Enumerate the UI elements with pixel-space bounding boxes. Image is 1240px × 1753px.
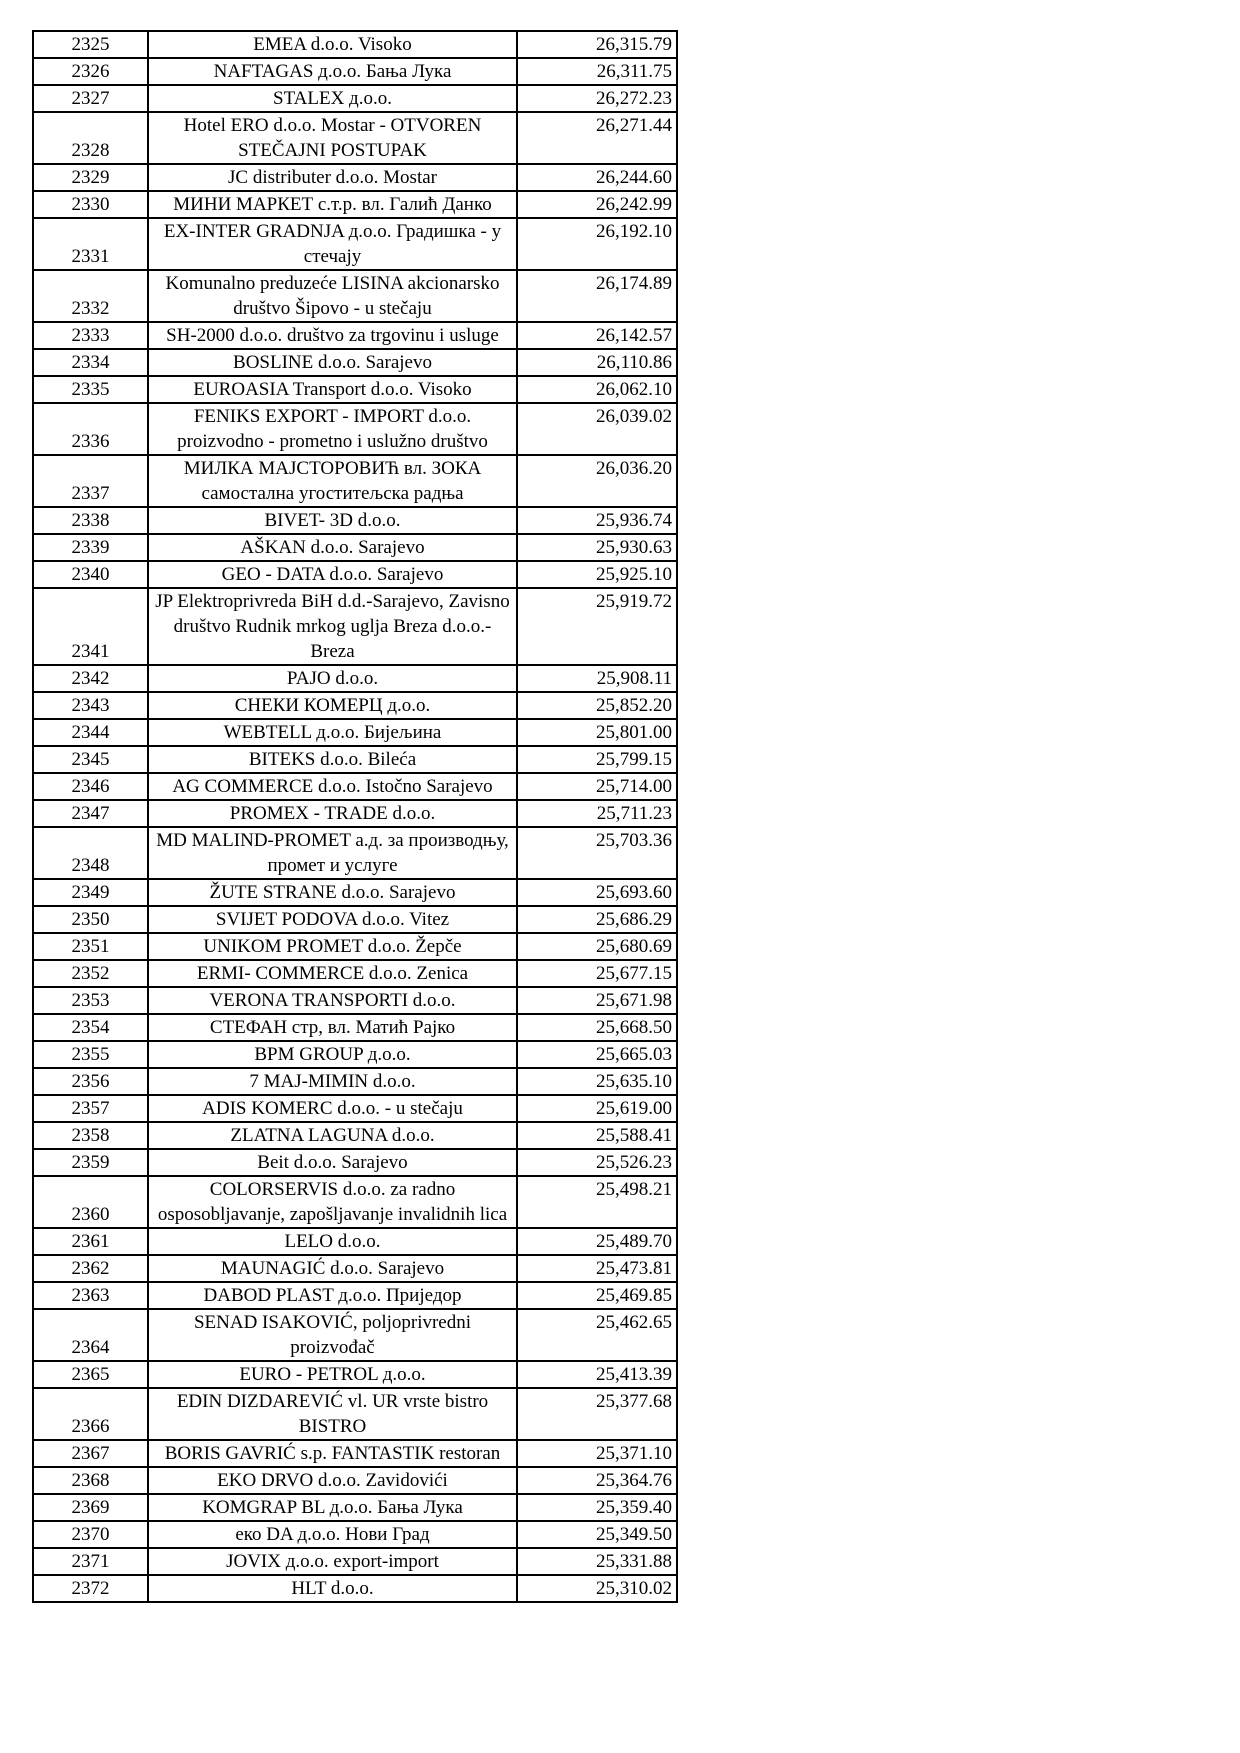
table-row bbox=[33, 376, 677, 403]
row-number: 2363 bbox=[33, 1282, 148, 1309]
amount: 25,349.50 bbox=[517, 1521, 677, 1548]
amount: 25,714.00 bbox=[517, 773, 677, 800]
row-number: 2356 bbox=[33, 1068, 148, 1095]
table-row bbox=[33, 1176, 677, 1228]
table-row bbox=[33, 1095, 677, 1122]
table-row bbox=[33, 719, 677, 746]
amount: 25,469.85 bbox=[517, 1282, 677, 1309]
table-row bbox=[33, 58, 677, 85]
amount: 25,364.76 bbox=[517, 1467, 677, 1494]
company-name: SVIJET PODOVA d.o.o. Vitez bbox=[148, 906, 517, 933]
row-number: 2354 bbox=[33, 1014, 148, 1041]
amount: 26,315.79 bbox=[517, 31, 677, 58]
amount: 25,526.23 bbox=[517, 1149, 677, 1176]
company-name: СНЕКИ КОМЕРЦ д.о.о. bbox=[148, 692, 517, 719]
table-row bbox=[33, 322, 677, 349]
company-name: JOVIX д.о.о. export-import bbox=[148, 1548, 517, 1575]
row-number: 2360 bbox=[33, 1176, 148, 1228]
row-number: 2359 bbox=[33, 1149, 148, 1176]
company-name: BORIS GAVRIĆ s.p. FANTASTIK restoran bbox=[148, 1440, 517, 1467]
table-row bbox=[33, 1068, 677, 1095]
amount: 25,686.29 bbox=[517, 906, 677, 933]
row-number: 2335 bbox=[33, 376, 148, 403]
amount: 26,271.44 bbox=[517, 112, 677, 164]
row-number: 2347 bbox=[33, 800, 148, 827]
company-name: VERONA TRANSPORTI d.o.o. bbox=[148, 987, 517, 1014]
company-name: HLT d.o.o. bbox=[148, 1575, 517, 1602]
amount: 25,619.00 bbox=[517, 1095, 677, 1122]
company-name: Komunalno preduzeće LISINA akcionarsko društvo Šipovo - u stečaju bbox=[148, 270, 517, 322]
row-number: 2332 bbox=[33, 270, 148, 322]
table-row bbox=[33, 455, 677, 507]
table-row bbox=[33, 1255, 677, 1282]
table-row bbox=[33, 1149, 677, 1176]
company-name: KOMGRAP BL д.о.о. Бања Лука bbox=[148, 1494, 517, 1521]
company-name: SH-2000 d.o.o. društvo za trgovinu i usluge bbox=[148, 322, 517, 349]
company-name: PROMEX - TRADE d.o.o. bbox=[148, 800, 517, 827]
row-number: 2333 bbox=[33, 322, 148, 349]
company-name: BOSLINE d.o.o. Sarajevo bbox=[148, 349, 517, 376]
row-number: 2334 bbox=[33, 349, 148, 376]
amount: 25,801.00 bbox=[517, 719, 677, 746]
company-name: МИНИ МАРКЕТ с.т.р. вл. Галић Данко bbox=[148, 191, 517, 218]
amount: 25,677.15 bbox=[517, 960, 677, 987]
company-name: BPM GROUP д.о.о. bbox=[148, 1041, 517, 1068]
amount: 25,498.21 bbox=[517, 1176, 677, 1228]
amount: 26,242.99 bbox=[517, 191, 677, 218]
amount: 25,462.65 bbox=[517, 1309, 677, 1361]
amount: 25,919.72 bbox=[517, 588, 677, 665]
row-number: 2355 bbox=[33, 1041, 148, 1068]
row-number: 2327 bbox=[33, 85, 148, 112]
debtor-table bbox=[32, 30, 678, 1603]
company-name: BITEKS d.o.o. Bileća bbox=[148, 746, 517, 773]
table-row bbox=[33, 879, 677, 906]
company-name: EX-INTER GRADNJA д.о.о. Градишка - у стечају bbox=[148, 218, 517, 270]
table-row bbox=[33, 1548, 677, 1575]
company-name: еко DA д.о.о. Нови Град bbox=[148, 1521, 517, 1548]
amount: 25,925.10 bbox=[517, 561, 677, 588]
amount: 25,930.63 bbox=[517, 534, 677, 561]
row-number: 2330 bbox=[33, 191, 148, 218]
table-row bbox=[33, 827, 677, 879]
table-row bbox=[33, 906, 677, 933]
table-row bbox=[33, 534, 677, 561]
row-number: 2346 bbox=[33, 773, 148, 800]
row-number: 2365 bbox=[33, 1361, 148, 1388]
table-body bbox=[33, 31, 677, 1602]
company-name: BIVET- 3D d.o.o. bbox=[148, 507, 517, 534]
amount: 25,665.03 bbox=[517, 1041, 677, 1068]
company-name: EDIN DIZDAREVIĆ vl. UR vrste bistro BISTRO bbox=[148, 1388, 517, 1440]
table-row bbox=[33, 960, 677, 987]
amount: 25,413.39 bbox=[517, 1361, 677, 1388]
amount: 25,936.74 bbox=[517, 507, 677, 534]
table-row bbox=[33, 1494, 677, 1521]
company-name: ŽUTE STRANE d.o.o. Sarajevo bbox=[148, 879, 517, 906]
table-row bbox=[33, 1361, 677, 1388]
table-row bbox=[33, 31, 677, 58]
company-name: WEBTELL д.о.о. Бијељина bbox=[148, 719, 517, 746]
table-row bbox=[33, 800, 677, 827]
amount: 26,036.20 bbox=[517, 455, 677, 507]
table-row bbox=[33, 1014, 677, 1041]
company-name: EURO - PETROL д.о.о. bbox=[148, 1361, 517, 1388]
company-name: SENAD ISAKOVIĆ, poljoprivredni proizvođač bbox=[148, 1309, 517, 1361]
company-name: PAJO d.o.o. bbox=[148, 665, 517, 692]
row-number: 2367 bbox=[33, 1440, 148, 1467]
row-number: 2369 bbox=[33, 1494, 148, 1521]
company-name: Hotel ERO d.o.o. Mostar - OTVOREN STEČAJNI POSTUPAK bbox=[148, 112, 517, 164]
company-name: ERMI- COMMERCE d.o.o. Zenica bbox=[148, 960, 517, 987]
table-row bbox=[33, 746, 677, 773]
row-number: 2336 bbox=[33, 403, 148, 455]
row-number: 2325 bbox=[33, 31, 148, 58]
company-name: СТЕФАН стр, вл. Матић Рајко bbox=[148, 1014, 517, 1041]
amount: 26,110.86 bbox=[517, 349, 677, 376]
row-number: 2348 bbox=[33, 827, 148, 879]
company-name: Beit d.o.o. Sarajevo bbox=[148, 1149, 517, 1176]
row-number: 2337 bbox=[33, 455, 148, 507]
amount: 26,311.75 bbox=[517, 58, 677, 85]
table-row bbox=[33, 218, 677, 270]
table-row bbox=[33, 1309, 677, 1361]
row-number: 2350 bbox=[33, 906, 148, 933]
table-row bbox=[33, 1282, 677, 1309]
amount: 25,799.15 bbox=[517, 746, 677, 773]
amount: 25,377.68 bbox=[517, 1388, 677, 1440]
company-name: STALEX д.о.о. bbox=[148, 85, 517, 112]
company-name: LELO d.o.o. bbox=[148, 1228, 517, 1255]
table-row bbox=[33, 773, 677, 800]
amount: 25,489.70 bbox=[517, 1228, 677, 1255]
company-name: AG COMMERCE d.o.o. Istočno Sarajevo bbox=[148, 773, 517, 800]
amount: 26,174.89 bbox=[517, 270, 677, 322]
table-row bbox=[33, 507, 677, 534]
amount: 25,635.10 bbox=[517, 1068, 677, 1095]
table-row bbox=[33, 692, 677, 719]
amount: 25,852.20 bbox=[517, 692, 677, 719]
amount: 26,272.23 bbox=[517, 85, 677, 112]
company-name: EMEA d.o.o. Visoko bbox=[148, 31, 517, 58]
amount: 26,062.10 bbox=[517, 376, 677, 403]
company-name: AŠKAN d.o.o. Sarajevo bbox=[148, 534, 517, 561]
amount: 26,039.02 bbox=[517, 403, 677, 455]
row-number: 2343 bbox=[33, 692, 148, 719]
table-row bbox=[33, 112, 677, 164]
table-row bbox=[33, 1440, 677, 1467]
table-row bbox=[33, 1122, 677, 1149]
company-name: GEO - DATA d.o.o. Sarajevo bbox=[148, 561, 517, 588]
table-row bbox=[33, 270, 677, 322]
row-number: 2364 bbox=[33, 1309, 148, 1361]
amount: 25,908.11 bbox=[517, 665, 677, 692]
row-number: 2349 bbox=[33, 879, 148, 906]
row-number: 2372 bbox=[33, 1575, 148, 1602]
row-number: 2368 bbox=[33, 1467, 148, 1494]
row-number: 2361 bbox=[33, 1228, 148, 1255]
amount: 25,331.88 bbox=[517, 1548, 677, 1575]
amount: 25,693.60 bbox=[517, 879, 677, 906]
row-number: 2351 bbox=[33, 933, 148, 960]
amount: 25,588.41 bbox=[517, 1122, 677, 1149]
table-row bbox=[33, 1575, 677, 1602]
company-name: MAUNAGIĆ d.o.o. Sarajevo bbox=[148, 1255, 517, 1282]
row-number: 2362 bbox=[33, 1255, 148, 1282]
row-number: 2352 bbox=[33, 960, 148, 987]
table-row bbox=[33, 164, 677, 191]
company-name: ZLATNA LAGUNA d.o.o. bbox=[148, 1122, 517, 1149]
table-row bbox=[33, 588, 677, 665]
company-name: 7 MAJ-MIMIN d.o.o. bbox=[148, 1068, 517, 1095]
amount: 25,703.36 bbox=[517, 827, 677, 879]
row-number: 2328 bbox=[33, 112, 148, 164]
company-name: ADIS KOMERC d.o.o. - u stečaju bbox=[148, 1095, 517, 1122]
row-number: 2339 bbox=[33, 534, 148, 561]
row-number: 2358 bbox=[33, 1122, 148, 1149]
row-number: 2353 bbox=[33, 987, 148, 1014]
company-name: МИЛКА МАЈСТОРОВИЋ вл. ЗОКА самостална угоститељска радња bbox=[148, 455, 517, 507]
table-row bbox=[33, 1388, 677, 1440]
row-number: 2340 bbox=[33, 561, 148, 588]
row-number: 2357 bbox=[33, 1095, 148, 1122]
company-name: MD MALIND-PROMET а.д. за производњу, промет и услуге bbox=[148, 827, 517, 879]
table-row bbox=[33, 191, 677, 218]
table-row bbox=[33, 561, 677, 588]
company-name: DABOD PLAST д.о.о. Приједор bbox=[148, 1282, 517, 1309]
table-row bbox=[33, 1467, 677, 1494]
amount: 25,680.69 bbox=[517, 933, 677, 960]
company-name: JP Elektroprivreda BiH d.d.-Sarajevo, Zavisno društvo Rudnik mrkog uglja Breza d.o.o.-Breza bbox=[148, 588, 517, 665]
table-row bbox=[33, 403, 677, 455]
row-number: 2331 bbox=[33, 218, 148, 270]
table-row bbox=[33, 85, 677, 112]
amount: 25,711.23 bbox=[517, 800, 677, 827]
table-row bbox=[33, 1521, 677, 1548]
company-name: COLORSERVIS d.o.o. za radno osposobljavanje, zapošljavanje invalidnih lica bbox=[148, 1176, 517, 1228]
company-name: JC distributer d.o.o. Mostar bbox=[148, 164, 517, 191]
row-number: 2344 bbox=[33, 719, 148, 746]
amount: 25,668.50 bbox=[517, 1014, 677, 1041]
amount: 26,142.57 bbox=[517, 322, 677, 349]
amount: 25,359.40 bbox=[517, 1494, 677, 1521]
company-name: UNIKOM PROMET d.o.o. Žepče bbox=[148, 933, 517, 960]
amount: 25,310.02 bbox=[517, 1575, 677, 1602]
company-name: EUROASIA Transport d.o.o. Visoko bbox=[148, 376, 517, 403]
table-row bbox=[33, 1041, 677, 1068]
company-name: EKO DRVO d.o.o. Zavidovići bbox=[148, 1467, 517, 1494]
row-number: 2371 bbox=[33, 1548, 148, 1575]
table-row bbox=[33, 987, 677, 1014]
row-number: 2329 bbox=[33, 164, 148, 191]
table-row bbox=[33, 1228, 677, 1255]
amount: 26,192.10 bbox=[517, 218, 677, 270]
row-number: 2338 bbox=[33, 507, 148, 534]
amount: 26,244.60 bbox=[517, 164, 677, 191]
row-number: 2326 bbox=[33, 58, 148, 85]
table-row bbox=[33, 933, 677, 960]
row-number: 2342 bbox=[33, 665, 148, 692]
table-row bbox=[33, 349, 677, 376]
amount: 25,371.10 bbox=[517, 1440, 677, 1467]
amount: 25,671.98 bbox=[517, 987, 677, 1014]
amount: 25,473.81 bbox=[517, 1255, 677, 1282]
company-name: NAFTAGAS д.о.о. Бања Лука bbox=[148, 58, 517, 85]
company-name: FENIKS EXPORT - IMPORT d.o.o. proizvodno - prometno i uslužno društvo bbox=[148, 403, 517, 455]
row-number: 2341 bbox=[33, 588, 148, 665]
row-number: 2366 bbox=[33, 1388, 148, 1440]
table-row bbox=[33, 665, 677, 692]
row-number: 2370 bbox=[33, 1521, 148, 1548]
row-number: 2345 bbox=[33, 746, 148, 773]
